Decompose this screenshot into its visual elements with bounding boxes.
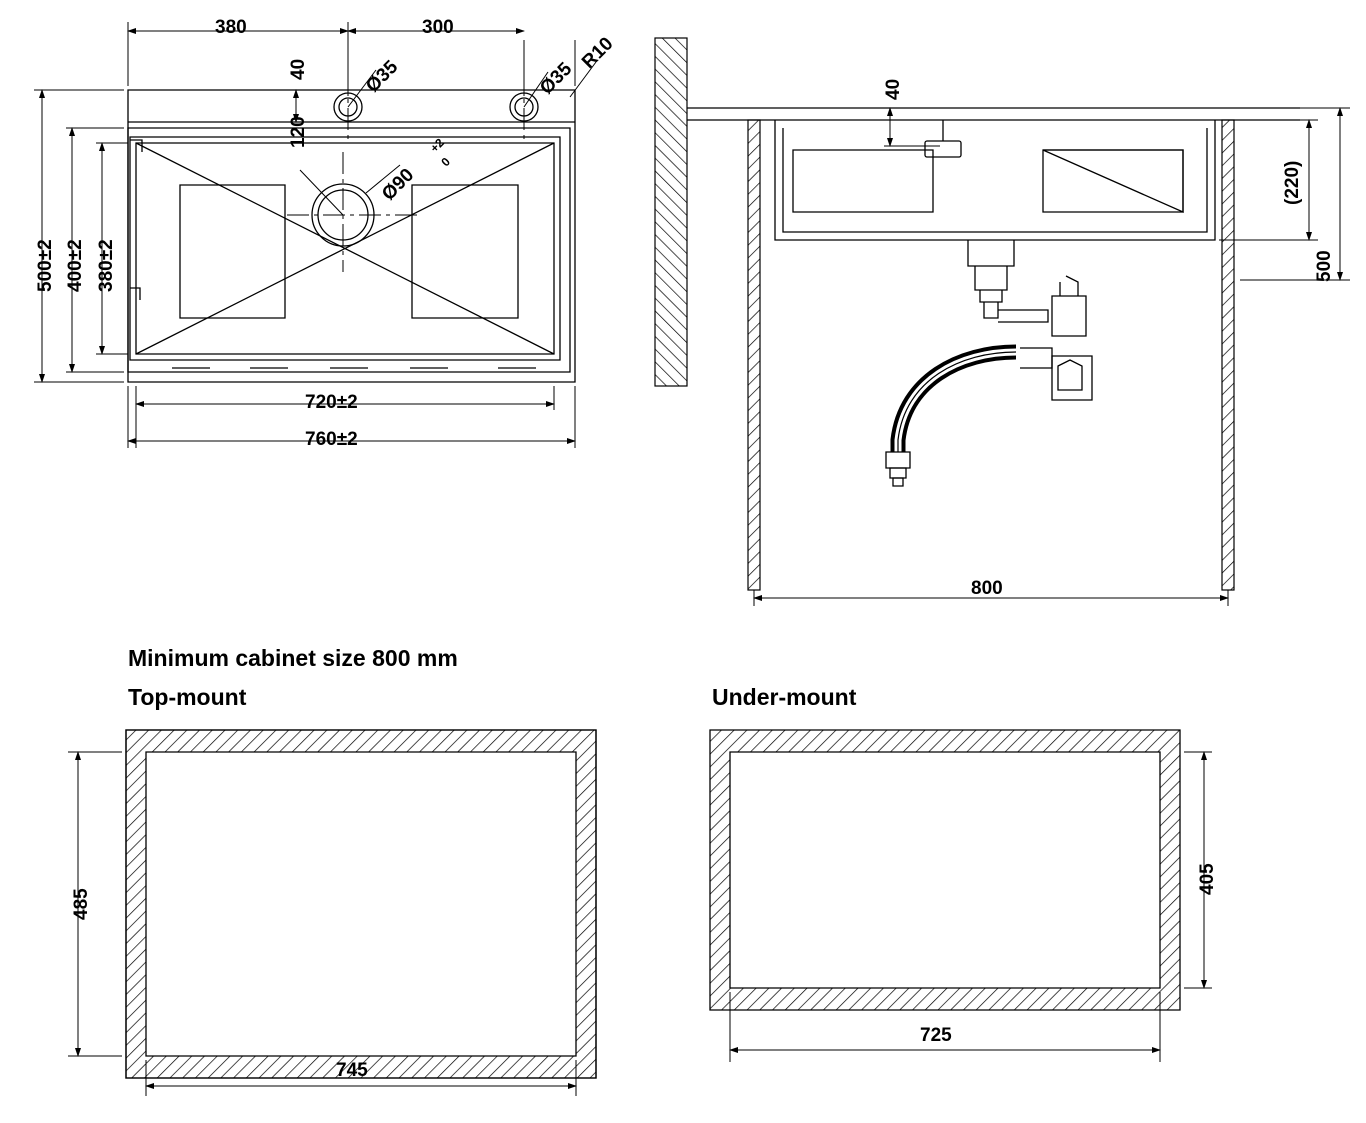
dim-760-width: 760±2 — [305, 429, 358, 450]
dim-380-top: 380 — [215, 17, 247, 38]
dim-720-width: 720±2 — [305, 392, 358, 413]
dim-radius-r10: R10 — [578, 33, 618, 73]
dim-under-mount-height: 405 — [1197, 863, 1218, 895]
top-mount-label: Top-mount — [128, 684, 247, 710]
dim-hole-1: Ø35 — [362, 56, 403, 97]
dim-section-800: 800 — [971, 578, 1003, 599]
top-view-dimensions — [34, 22, 596, 448]
dim-drain-tol-lower: 0 — [438, 154, 453, 170]
top-view-outline — [128, 90, 575, 382]
top-mount-cutout — [126, 730, 596, 1078]
under-mount-dimensions — [730, 752, 1212, 1062]
dim-400-height: 400±2 — [65, 239, 86, 292]
dim-top-mount-height: 485 — [71, 888, 92, 920]
dim-section-220: (220) — [1282, 160, 1303, 205]
dim-500-height: 500±2 — [35, 239, 56, 292]
dim-section-40: 40 — [883, 78, 904, 100]
dim-top-mount-width: 745 — [336, 1060, 368, 1081]
dim-under-mount-width: 725 — [920, 1025, 952, 1046]
under-mount-cutout — [710, 730, 1180, 1010]
dim-hole-2: Ø35 — [536, 58, 577, 99]
dim-380-height: 380±2 — [96, 239, 117, 292]
dim-drain-d90: Ø90 — [378, 164, 419, 205]
section-view — [655, 38, 1300, 590]
dim-120: 120 — [288, 116, 309, 148]
dim-300-top: 300 — [422, 17, 454, 38]
dim-section-500: 500 — [1314, 250, 1335, 282]
dim-40-tap: 40 — [288, 58, 309, 80]
under-mount-label: Under-mount — [712, 684, 857, 710]
cabinet-heading: Minimum cabinet size 800 mm — [128, 645, 458, 671]
dim-drain-tol-upper: +2 — [427, 135, 447, 156]
